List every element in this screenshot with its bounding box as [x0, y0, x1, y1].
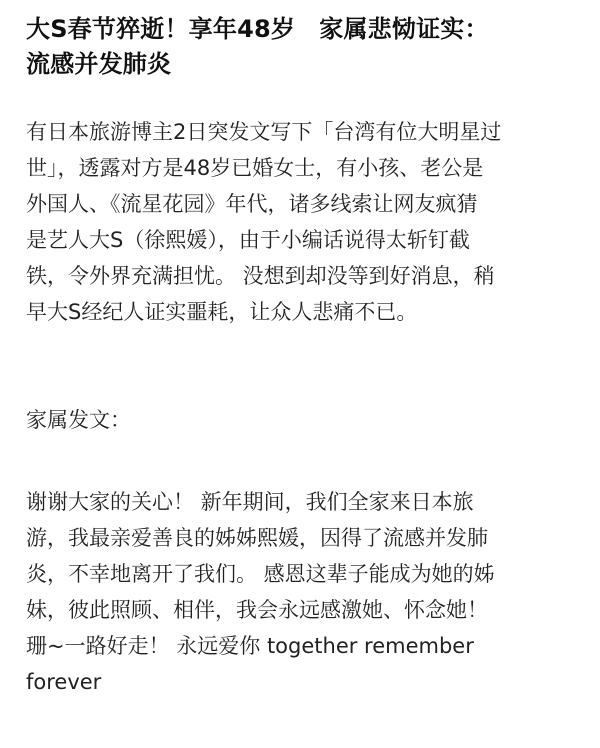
paragraph-line: 珊~一路好走！ 永远爱你 together remember	[26, 634, 474, 658]
paragraph-line: 有日本旅游博主2日突发文写下「台湾有位大明星过	[26, 120, 502, 144]
paragraph-line: 是艺人大S（徐熙媛），由于小编话说得太斩钉截	[26, 228, 470, 252]
paragraph-line: 早大S经纪人证实噩耗，让众人悲痛不已。	[26, 300, 418, 324]
headline-line: 流感并发肺炎	[26, 50, 172, 78]
paragraph-line: 妹，彼此照顾、相伴，我会永远感激她、怀念她！	[26, 598, 488, 622]
headline-line: 大S春节猝逝！享年48岁 家属悲恸证实：	[26, 15, 489, 43]
article-headline	[26, 0, 578, 82]
paragraph-intro	[26, 114, 501, 330]
paragraph-line: 铁，令外界充满担忧。 没想到却没等到好消息，稍	[26, 264, 495, 288]
paragraph-family-post-label	[26, 402, 131, 438]
paragraph-line: 游，我最亲爱善良的姊姊熙媛，因得了流感并发肺	[26, 526, 488, 550]
article	[26, 0, 578, 694]
paragraph-line: 外国人、《流星花园》年代，诸多线索让网友疯猜	[26, 192, 478, 216]
paragraph-line: 家属发文：	[26, 408, 131, 432]
paragraph-line: forever	[26, 670, 102, 694]
paragraph-line: 谢谢大家的关心！ 新年期间，我们全家来日本旅	[26, 490, 474, 514]
paragraph-line: 炎，不幸地离开了我们。 感恩这辈子能成为她的姊	[26, 562, 495, 586]
paragraph-family-statement	[26, 484, 495, 700]
paragraph-line: 世」，透露对方是48岁已婚女士，有小孩、老公是	[26, 156, 484, 180]
